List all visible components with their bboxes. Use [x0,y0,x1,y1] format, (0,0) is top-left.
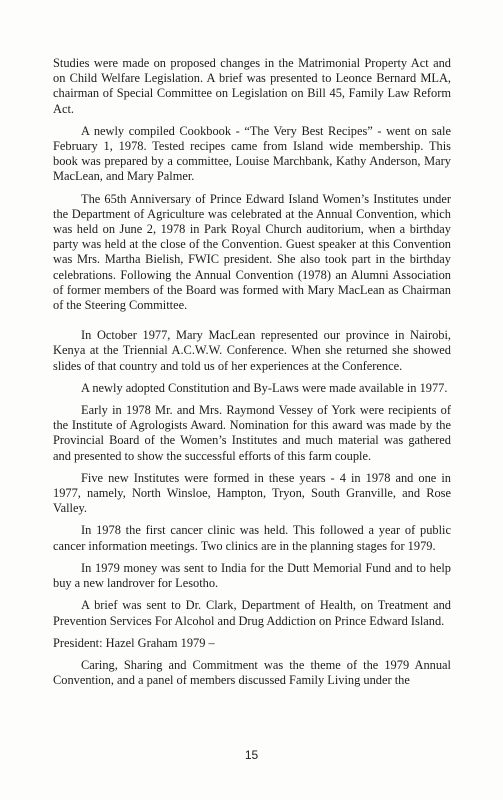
paragraph-alcohol-brief: A brief was sent to Dr. Clark, Department of Health, on Treatment and Prevention Services For Alcohol and Drug Addiction on Prince Edward Island. [53,598,451,628]
paragraph-new-institutes: Five new Institutes were formed in these years - 4 in 1978 and one in 1977, namely, North Winsloe, Hampton, Tryon, South Granville, and Rose Valley. [53,470,451,516]
page-number: 15 [244,748,259,762]
body-text [53,56,451,688]
paragraph-nairobi-conference: In October 1977, Mary MacLean represented our province in Nairobi, Kenya at the Triennial A.C.W.W. Conference. When she returned she showed slides of that country and told us of her experiences at the Conference. [53,328,451,373]
paragraph-1979-convention: Caring, Sharing and Commitment was the theme of the 1979 Annual Convention, and a panel of members discussed Family Living under the [53,657,451,688]
paragraph-dutt-memorial-fund: In 1979 money was sent to India for the Dutt Memorial Fund and to help buy a new landrover for Lesotho. [53,560,451,591]
paragraph-cancer-clinic: In 1978 the first cancer clinic was held. This followed a year of public cancer information meetings. Two clinics are in the planning stages for 1979. [53,523,451,553]
president-line: President: Hazel Graham 1979 – [53,635,215,650]
paragraph-constitution: A newly adopted Constitution and By-Laws were made available in 1977. [81,380,448,395]
paragraph-65th-anniversary: The 65th Anniversary of Prince Edward Island Women’s Institutes under the Department of Agriculture was celebrated at the Annual Convention, which was held on June 2, 1978 in Park Royal Church auditorium, when a birthday party was held at the close of the Convention. Guest speaker at this Convention was Mrs. Martha Bielish, FWIC president. She also took part in the birthday celebrations. Following the Annual Convention (1978) an Alumni Association of former members of the Board was formed with Mary MacLean as Chairman of the Steering Committee. [53,191,451,313]
paragraph-cookbook: A newly compiled Cookbook - “The Very Best Recipes” - went on sale February 1, 1978. Tested recipes came from Island wide membership. This book was prepared by a committee, Louise Marchbank, Kathy Anderson, Mary MacLean, and Mary Palmer. [53,123,451,184]
paragraph-agrologists-award: Early in 1978 Mr. and Mrs. Raymond Vessey of York were recipients of the Institute of Agrologists Award. Nomination for this award was made by the Provincial Board of the Women’s Institutes and much material was gathered and presented to show the successful efforts of this farm couple. [53,403,451,463]
paragraph-matrimonial-property: Studies were made on proposed changes in the Matrimonial Property Act and on Child Welfare Legislation. A brief was presented to Leonce Bernard MLA, chairman of Special Committee on Legislation on Bill 45, Family Law Reform Act. [53,56,451,116]
